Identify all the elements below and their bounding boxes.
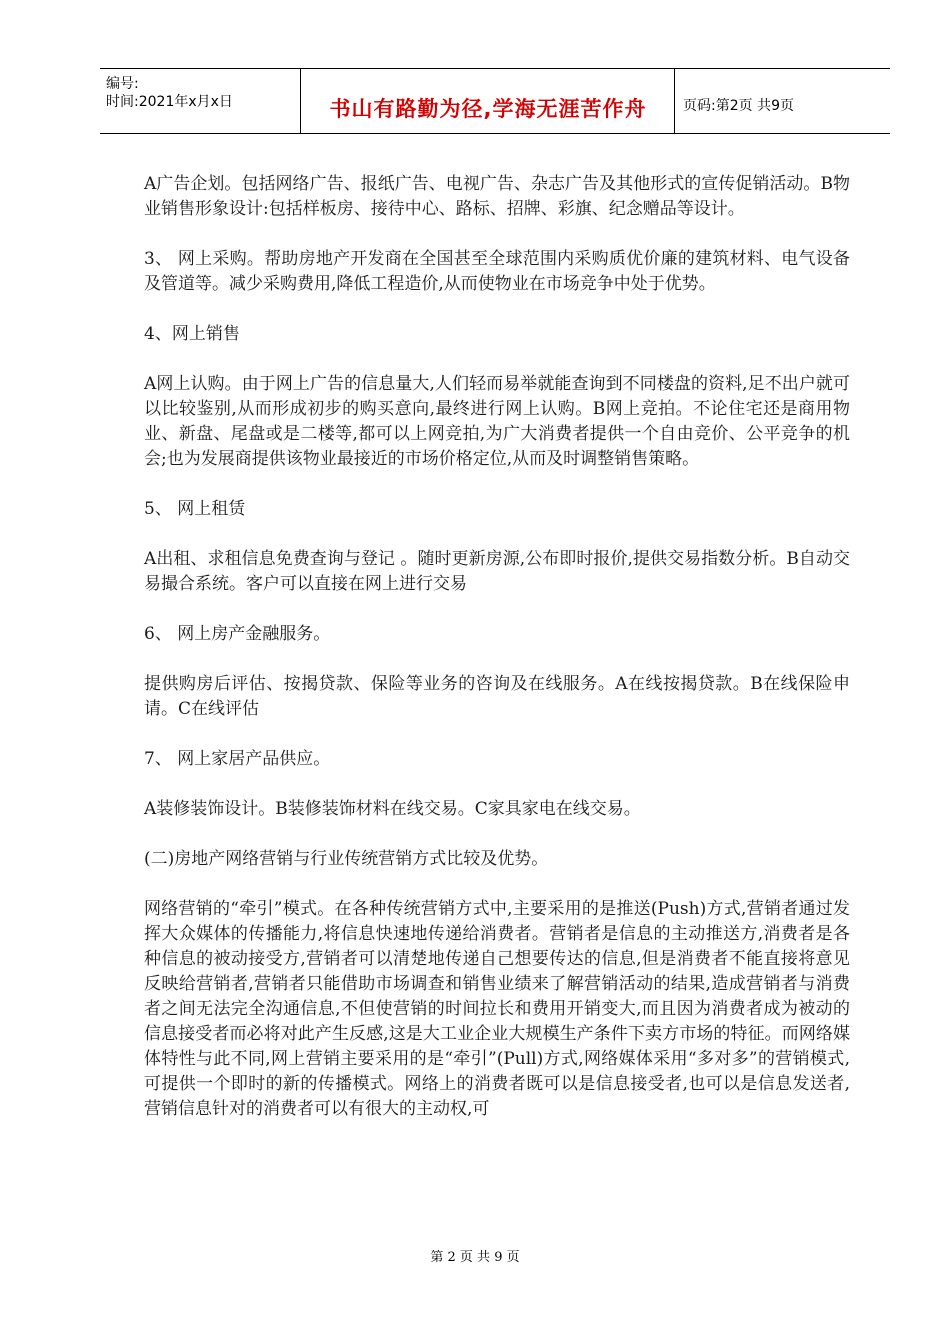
- section-heading: 4、网上销售: [144, 324, 240, 344]
- header-motto: 书山有路勤为径,学海无涯苦作舟: [329, 97, 647, 121]
- section-heading: 5、 网上租赁: [144, 499, 246, 519]
- header-page-cell: [675, 69, 890, 133]
- section-heading: 6、 网上房产金融服务。: [144, 624, 331, 644]
- body-paragraph: A装修装饰设计。B装修装饰材料在线交易。C家具家电在线交易。: [144, 799, 641, 819]
- body-paragraph: 提供购房后评估、按揭贷款、保险等业务的咨询及在线服务。A在线按揭贷款。B在线保险申请。C在线评估: [144, 674, 850, 719]
- header-page-code: 页码:第2页 共9页: [683, 98, 794, 114]
- document-time-label: 时间:2021年x月x日: [106, 94, 233, 110]
- page-header: [100, 68, 890, 134]
- body-paragraph: A网上认购。由于网上广告的信息量大,人们轻而易举就能查询到不同楼盘的资料,足不出户就可以比较鉴别,从而形成初步的购买意向,最终进行网上认购。B网上竞拍。不论住宅还是商用物业、新盘、尾盘或是二楼等,都可以上网竞拍,为广大消费者提供一个自由竞价、公平竞争的机会;也为发展商提供该物业最接近的市场价格定位,从而及时调整销售策略。: [144, 374, 850, 469]
- document-body: [144, 172, 850, 1147]
- page-footer: 第 2 页 共 9 页: [430, 1250, 520, 1265]
- body-paragraph: 3、 网上采购。帮助房地产开发商在全国甚至全球范围内采购质优价廉的建筑材料、电气设备及管道等。减少采购费用,降低工程造价,从而使物业在市场竞争中处于优势。: [144, 249, 850, 294]
- body-paragraph: A出租、求租信息免费查询与登记 。随时更新房源,公布即时报价,提供交易指数分析。B自动交易撮合系统。客户可以直接在网上进行交易: [144, 549, 850, 594]
- header-info-cell: [100, 69, 301, 133]
- body-paragraph: A广告企划。包括网络广告、报纸广告、电视广告、杂志广告及其他形式的宣传促销活动。B物业销售形象设计:包括样板房、接待中心、路标、招牌、彩旗、纪念赠品等设计。: [144, 174, 850, 219]
- section-heading: (二)房地产网络营销与行业传统营销方式比较及优势。: [144, 849, 549, 869]
- header-motto-cell: [301, 69, 675, 133]
- body-paragraph: 网络营销的“牵引”模式。在各种传统营销方式中,主要采用的是推送(Push)方式,营销者通过发挥大众媒体的传播能力,将信息快速地传递给消费者。营销者是信息的主动推送方,消费者是各种信息的被动接受方,营销者可以清楚地传递自己想要传达的信息,但是消费者不能直接将意见反映给营销者,营销者只能借助市场调查和销售业绩来了解营销活动的结果,造成营销者与消费者之间无法完全沟通信息,不但使营销的时间拉长和费用开销变大,而且因为消费者成为被动的信息接受者而必将对此产生反感,这是大工业企业大规模生产条件下卖方市场的特征。而网络媒体特性与此不同,网上营销主要采用的是“牵引”(Pull)方式,网络媒体采用“多对多”的营销模式,可提供一个即时的新的传播模式。网络上的消费者既可以是信息接受者,也可以是信息发送者,营销信息针对的消费者可以有很大的主动权,可: [144, 899, 850, 1119]
- section-heading: 7、 网上家居产品供应。: [144, 749, 331, 769]
- document-number-label: 编号:: [106, 76, 139, 92]
